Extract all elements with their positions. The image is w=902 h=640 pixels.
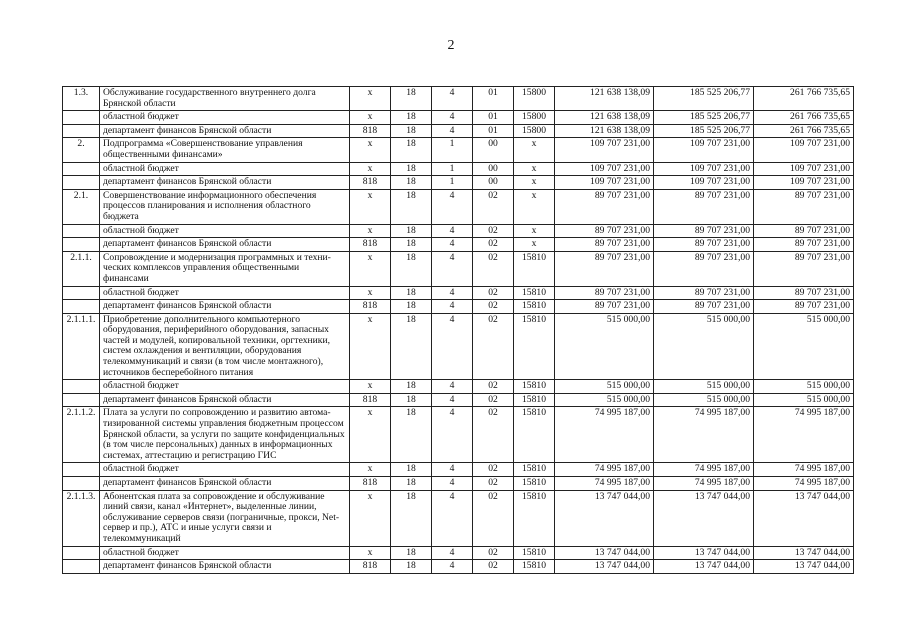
code-subprogram: 4 (432, 111, 473, 125)
row-number (63, 162, 100, 176)
code-direction: 15810 (514, 560, 555, 574)
table-row (63, 162, 854, 176)
code-program: 18 (391, 111, 432, 125)
amount-year-3: 74 995 187,00 (754, 463, 854, 477)
row-name: Совершенствование информационного обеспечения процессов планирования и исполнения областного бюджета (100, 189, 350, 224)
amount-year-2: 109 707 231,00 (654, 162, 754, 176)
row-number (63, 286, 100, 300)
code-ministry: x (350, 380, 391, 394)
code-program: 18 (391, 300, 432, 314)
amount-year-1: 74 995 187,00 (555, 463, 654, 477)
amount-year-2: 89 707 231,00 (654, 300, 754, 314)
table-row (63, 560, 854, 574)
amount-year-1: 121 638 138,09 (555, 111, 654, 125)
code-subprogram: 1 (432, 162, 473, 176)
table-row (63, 313, 854, 380)
code-program: 18 (391, 251, 432, 286)
code-subprogram: 4 (432, 393, 473, 407)
amount-year-3: 109 707 231,00 (754, 176, 854, 190)
amount-year-2: 74 995 187,00 (654, 463, 754, 477)
code-direction: x (514, 238, 555, 252)
table-row (63, 224, 854, 238)
amount-year-2: 74 995 187,00 (654, 477, 754, 491)
amount-year-2: 13 747 044,00 (654, 546, 754, 560)
row-number (63, 560, 100, 574)
row-name: департамент финансов Брянской области (100, 300, 350, 314)
amount-year-2: 89 707 231,00 (654, 238, 754, 252)
code-subprogram: 4 (432, 546, 473, 560)
amount-year-3: 89 707 231,00 (754, 251, 854, 286)
code-direction: 15800 (514, 124, 555, 138)
code-direction: 15810 (514, 300, 555, 314)
amount-year-3: 515 000,00 (754, 393, 854, 407)
code-ministry: x (350, 87, 391, 111)
row-number (63, 238, 100, 252)
code-subprogram: 4 (432, 286, 473, 300)
code-ministry: x (350, 463, 391, 477)
code-event: 02 (473, 313, 514, 380)
row-name: департамент финансов Брянской области (100, 238, 350, 252)
code-direction: 15810 (514, 313, 555, 380)
code-ministry: 818 (350, 477, 391, 491)
code-event: 02 (473, 189, 514, 224)
code-direction: 15810 (514, 490, 555, 546)
row-number: 1.3. (63, 87, 100, 111)
code-subprogram: 4 (432, 124, 473, 138)
amount-year-1: 121 638 138,09 (555, 87, 654, 111)
amount-year-3: 74 995 187,00 (754, 407, 854, 463)
code-direction: 15810 (514, 393, 555, 407)
amount-year-1: 89 707 231,00 (555, 286, 654, 300)
budget-table (62, 86, 854, 574)
row-name: Сопровождение и модернизация программных и техни-ческих комплексов управления общественными финансами (100, 251, 350, 286)
row-number (63, 393, 100, 407)
code-subprogram: 4 (432, 224, 473, 238)
code-subprogram: 4 (432, 490, 473, 546)
code-ministry: x (350, 189, 391, 224)
row-name: Абонентская плата за сопровождение и обслуживание линий связи, канал «Интернет», выделенные линии, обслуживание серверов связи (пограничные, прокси, Net-сервер и пр.), АТС и иные услуги связи и телекоммуникаций (100, 490, 350, 546)
row-number (63, 124, 100, 138)
table-row (63, 124, 854, 138)
row-name: департамент финансов Брянской области (100, 477, 350, 491)
row-name: областной бюджет (100, 286, 350, 300)
row-name: Обслуживание государственного внутреннего долга Брянской области (100, 87, 350, 111)
table-row (63, 490, 854, 546)
code-program: 18 (391, 87, 432, 111)
row-name: департамент финансов Брянской области (100, 393, 350, 407)
code-event: 02 (473, 477, 514, 491)
code-event: 02 (473, 560, 514, 574)
amount-year-2: 13 747 044,00 (654, 560, 754, 574)
amount-year-3: 515 000,00 (754, 380, 854, 394)
code-subprogram: 4 (432, 189, 473, 224)
code-event: 02 (473, 300, 514, 314)
amount-year-1: 74 995 187,00 (555, 477, 654, 491)
code-program: 18 (391, 393, 432, 407)
code-ministry: 818 (350, 176, 391, 190)
code-event: 02 (473, 380, 514, 394)
row-number: 2.1. (63, 189, 100, 224)
row-name: департамент финансов Брянской области (100, 124, 350, 138)
amount-year-1: 13 747 044,00 (555, 560, 654, 574)
amount-year-1: 515 000,00 (555, 393, 654, 407)
code-program: 18 (391, 176, 432, 190)
code-direction: 15800 (514, 111, 555, 125)
code-ministry: x (350, 286, 391, 300)
amount-year-3: 109 707 231,00 (754, 162, 854, 176)
code-ministry: x (350, 138, 391, 162)
amount-year-2: 185 525 206,77 (654, 111, 754, 125)
code-subprogram: 4 (432, 251, 473, 286)
code-subprogram: 4 (432, 313, 473, 380)
code-direction: x (514, 224, 555, 238)
code-subprogram: 4 (432, 300, 473, 314)
code-direction: x (514, 176, 555, 190)
amount-year-3: 74 995 187,00 (754, 477, 854, 491)
amount-year-1: 109 707 231,00 (555, 138, 654, 162)
amount-year-2: 515 000,00 (654, 393, 754, 407)
code-subprogram: 1 (432, 176, 473, 190)
code-event: 00 (473, 176, 514, 190)
code-direction: x (514, 138, 555, 162)
amount-year-3: 89 707 231,00 (754, 286, 854, 300)
table-row (63, 286, 854, 300)
code-subprogram: 4 (432, 87, 473, 111)
row-name: областной бюджет (100, 224, 350, 238)
code-program: 18 (391, 162, 432, 176)
code-program: 18 (391, 224, 432, 238)
code-subprogram: 4 (432, 380, 473, 394)
amount-year-2: 89 707 231,00 (654, 286, 754, 300)
code-ministry: x (350, 490, 391, 546)
code-direction: 15800 (514, 87, 555, 111)
row-name: областной бюджет (100, 380, 350, 394)
code-event: 02 (473, 251, 514, 286)
table-row (63, 87, 854, 111)
amount-year-2: 185 525 206,77 (654, 87, 754, 111)
amount-year-3: 13 747 044,00 (754, 490, 854, 546)
amount-year-3: 13 747 044,00 (754, 560, 854, 574)
amount-year-2: 515 000,00 (654, 380, 754, 394)
row-number (63, 380, 100, 394)
code-direction: 15810 (514, 251, 555, 286)
amount-year-3: 89 707 231,00 (754, 189, 854, 224)
code-event: 02 (473, 546, 514, 560)
code-event: 02 (473, 407, 514, 463)
code-event: 01 (473, 111, 514, 125)
row-number (63, 546, 100, 560)
table-row (63, 407, 854, 463)
code-ministry: 818 (350, 124, 391, 138)
code-program: 18 (391, 286, 432, 300)
amount-year-2: 109 707 231,00 (654, 176, 754, 190)
code-subprogram: 4 (432, 560, 473, 574)
amount-year-3: 13 747 044,00 (754, 546, 854, 560)
row-number: 2.1.1.3. (63, 490, 100, 546)
code-event: 00 (473, 162, 514, 176)
amount-year-1: 13 747 044,00 (555, 490, 654, 546)
code-ministry: 818 (350, 238, 391, 252)
row-name: департамент финансов Брянской области (100, 560, 350, 574)
code-direction: 15810 (514, 380, 555, 394)
amount-year-2: 185 525 206,77 (654, 124, 754, 138)
row-name: Подпрограмма «Совершенствование управления общественными финансами» (100, 138, 350, 162)
code-event: 02 (473, 286, 514, 300)
code-ministry: x (350, 111, 391, 125)
amount-year-3: 89 707 231,00 (754, 224, 854, 238)
code-program: 18 (391, 124, 432, 138)
row-number (63, 463, 100, 477)
amount-year-1: 89 707 231,00 (555, 189, 654, 224)
table-row (63, 477, 854, 491)
code-event: 02 (473, 490, 514, 546)
row-number: 2.1.1. (63, 251, 100, 286)
budget-table-body (63, 87, 854, 574)
code-direction: 15810 (514, 463, 555, 477)
code-direction: x (514, 189, 555, 224)
amount-year-2: 89 707 231,00 (654, 189, 754, 224)
row-number (63, 224, 100, 238)
table-row (63, 189, 854, 224)
row-name: департамент финансов Брянской области (100, 176, 350, 190)
amount-year-1: 89 707 231,00 (555, 300, 654, 314)
code-program: 18 (391, 313, 432, 380)
row-name: Плата за услуги по сопровождению и развитию автома-тизированной системы управления бюджетным процессом Брянской области, за услуги по защите конфиденциальных (в том числе персональных) данных в информационных системах, аттестацию и регистрацию ГИС (100, 407, 350, 463)
code-program: 18 (391, 138, 432, 162)
amount-year-3: 109 707 231,00 (754, 138, 854, 162)
code-ministry: 818 (350, 560, 391, 574)
code-subprogram: 4 (432, 238, 473, 252)
code-subprogram: 4 (432, 477, 473, 491)
amount-year-1: 89 707 231,00 (555, 238, 654, 252)
code-subprogram: 1 (432, 138, 473, 162)
code-direction: 15810 (514, 477, 555, 491)
row-number: 2.1.1.2. (63, 407, 100, 463)
code-event: 02 (473, 238, 514, 252)
table-row (63, 111, 854, 125)
amount-year-2: 74 995 187,00 (654, 407, 754, 463)
code-program: 18 (391, 189, 432, 224)
code-subprogram: 4 (432, 407, 473, 463)
code-direction: 15810 (514, 546, 555, 560)
row-number (63, 300, 100, 314)
code-program: 18 (391, 546, 432, 560)
amount-year-1: 121 638 138,09 (555, 124, 654, 138)
amount-year-3: 89 707 231,00 (754, 238, 854, 252)
row-name: Приобретение дополнительного компьютерного оборудования, периферийного оборудования, запасных частей и модулей, копировальной техники, оргтехники, систем охлаждения и вентиляции, оборудования телекоммуникаций и связи (в том числе монтажного), источников бесперебойного питания (100, 313, 350, 380)
amount-year-3: 261 766 735,65 (754, 111, 854, 125)
code-event: 01 (473, 87, 514, 111)
code-event: 00 (473, 138, 514, 162)
code-subprogram: 4 (432, 463, 473, 477)
code-program: 18 (391, 407, 432, 463)
amount-year-3: 515 000,00 (754, 313, 854, 380)
row-number (63, 176, 100, 190)
amount-year-2: 515 000,00 (654, 313, 754, 380)
amount-year-1: 515 000,00 (555, 313, 654, 380)
row-number: 2. (63, 138, 100, 162)
code-ministry: 818 (350, 393, 391, 407)
table-row (63, 138, 854, 162)
code-program: 18 (391, 463, 432, 477)
code-event: 02 (473, 393, 514, 407)
amount-year-3: 261 766 735,65 (754, 124, 854, 138)
code-program: 18 (391, 238, 432, 252)
amount-year-2: 13 747 044,00 (654, 490, 754, 546)
table-row (63, 380, 854, 394)
row-name: областной бюджет (100, 546, 350, 560)
table-row (63, 251, 854, 286)
code-ministry: x (350, 224, 391, 238)
code-ministry: x (350, 546, 391, 560)
code-ministry: x (350, 407, 391, 463)
amount-year-2: 109 707 231,00 (654, 138, 754, 162)
code-event: 02 (473, 463, 514, 477)
code-program: 18 (391, 477, 432, 491)
code-program: 18 (391, 560, 432, 574)
code-ministry: x (350, 313, 391, 380)
amount-year-1: 74 995 187,00 (555, 407, 654, 463)
code-ministry: 818 (350, 300, 391, 314)
amount-year-3: 261 766 735,65 (754, 87, 854, 111)
table-row (63, 300, 854, 314)
row-name: областной бюджет (100, 111, 350, 125)
code-program: 18 (391, 380, 432, 394)
code-direction: 15810 (514, 286, 555, 300)
code-program: 18 (391, 490, 432, 546)
amount-year-1: 89 707 231,00 (555, 224, 654, 238)
code-direction: 15810 (514, 407, 555, 463)
row-number (63, 477, 100, 491)
code-event: 02 (473, 224, 514, 238)
table-row (63, 238, 854, 252)
row-number: 2.1.1.1. (63, 313, 100, 380)
amount-year-1: 109 707 231,00 (555, 176, 654, 190)
table-row (63, 176, 854, 190)
amount-year-2: 89 707 231,00 (654, 251, 754, 286)
table-row (63, 393, 854, 407)
table-row (63, 463, 854, 477)
amount-year-3: 89 707 231,00 (754, 300, 854, 314)
code-direction: x (514, 162, 555, 176)
row-name: областной бюджет (100, 463, 350, 477)
code-ministry: x (350, 162, 391, 176)
row-number (63, 111, 100, 125)
code-ministry: x (350, 251, 391, 286)
amount-year-2: 89 707 231,00 (654, 224, 754, 238)
amount-year-1: 13 747 044,00 (555, 546, 654, 560)
page-number: 2 (447, 38, 455, 53)
table-row (63, 546, 854, 560)
amount-year-1: 109 707 231,00 (555, 162, 654, 176)
row-name: областной бюджет (100, 162, 350, 176)
amount-year-1: 515 000,00 (555, 380, 654, 394)
code-event: 01 (473, 124, 514, 138)
amount-year-1: 89 707 231,00 (555, 251, 654, 286)
